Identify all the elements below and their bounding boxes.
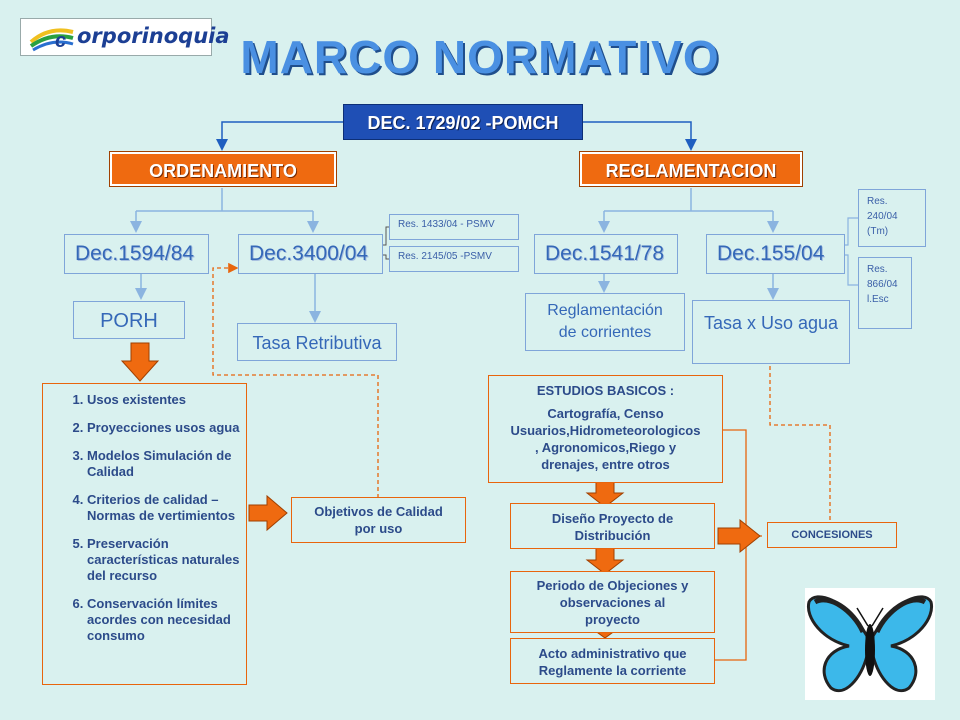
top-decree-box: DEC. 1729/02 -POMCH xyxy=(343,104,583,140)
periodo-objeciones-box xyxy=(510,571,715,633)
diseno-line: Distribución xyxy=(574,528,651,543)
res-240-line: (Tm) xyxy=(867,226,889,237)
butterfly-icon xyxy=(805,588,935,700)
estudios-line: Cartografía, Censo xyxy=(547,406,664,421)
res-866-line: l.Esc xyxy=(867,294,889,305)
usos-list-box xyxy=(42,383,247,685)
reglamentacion-corrientes-box xyxy=(525,293,685,351)
concesiones-box: CONCESIONES xyxy=(767,522,897,548)
butterfly-image xyxy=(805,588,935,700)
page-title: MARCO NORMATIVO xyxy=(240,31,720,83)
decree-1541-box: Dec.1541/78 xyxy=(534,234,678,274)
list-item: 4. Criterios de calidad – Normas de vertimientos xyxy=(87,492,242,524)
decree-3400-box: Dec.3400/04 xyxy=(238,234,383,274)
res-2145-box: Res. 2145/05 -PSMV xyxy=(389,246,519,272)
estudios-line: Usuarios,Hidrometeorologicos xyxy=(510,423,701,438)
res-240-line: Res. xyxy=(867,196,888,207)
periodo-line: observaciones al xyxy=(559,595,666,610)
res-866-box xyxy=(858,257,912,329)
list-item: 3. Modelos Simulación de Calidad xyxy=(87,448,242,480)
decree-155-box: Dec.155/04 xyxy=(706,234,845,274)
reglamentacion-box: REGLAMENTACION xyxy=(580,152,802,186)
reglamentacion-corrientes-line: Reglamentación xyxy=(547,302,663,319)
list-item: 2. Proyecciones usos agua xyxy=(87,420,242,436)
logo-letter: c xyxy=(55,30,67,52)
objetivos-line: Objetivos de Calidad xyxy=(314,504,443,519)
estudios-line: drenajes, entre otros xyxy=(541,457,670,472)
reglamentacion-corrientes-line: de corrientes xyxy=(558,324,652,341)
logo-text: orporinoquia xyxy=(77,24,230,48)
objetivos-line: por uso xyxy=(354,521,403,536)
acto-line: Reglamente la corriente xyxy=(538,663,687,678)
diseno-line: Diseño Proyecto de xyxy=(551,511,674,526)
periodo-line: proyecto xyxy=(585,612,640,627)
estudios-line: , Agronomicos,Riego y xyxy=(534,440,677,455)
res-240-line: 240/04 xyxy=(867,211,898,222)
list-item: 6. Conservación límites acordes con necesidad consumo xyxy=(87,596,242,644)
diseno-proyecto-box xyxy=(510,503,715,549)
acto-line: Acto administrativo que xyxy=(538,646,687,661)
usos-list xyxy=(43,392,246,644)
res-240-box xyxy=(858,189,926,247)
acto-administrativo-box xyxy=(510,638,715,684)
list-item: 5. Preservación características naturales del recurso xyxy=(87,536,242,584)
res-866-line: 866/04 xyxy=(867,279,898,290)
decree-1594-box: Dec.1594/84 xyxy=(64,234,209,274)
periodo-line: Periodo de Objeciones y xyxy=(536,578,689,593)
tasa-retributiva-box: Tasa Retributiva xyxy=(237,323,397,361)
tasa-uso-agua-box: Tasa x Uso agua xyxy=(692,300,850,364)
res-866-line: Res. xyxy=(867,264,888,275)
porh-box: PORH xyxy=(73,301,185,339)
list-item: 1. Usos existentes xyxy=(87,392,242,408)
estudios-title: ESTUDIOS BASICOS : xyxy=(536,383,675,398)
ordenamiento-box: ORDENAMIENTO xyxy=(110,152,336,186)
estudios-basicos-box xyxy=(488,375,723,483)
res-1433-box: Res. 1433/04 - PSMV xyxy=(389,214,519,240)
objetivos-calidad-box xyxy=(291,497,466,543)
